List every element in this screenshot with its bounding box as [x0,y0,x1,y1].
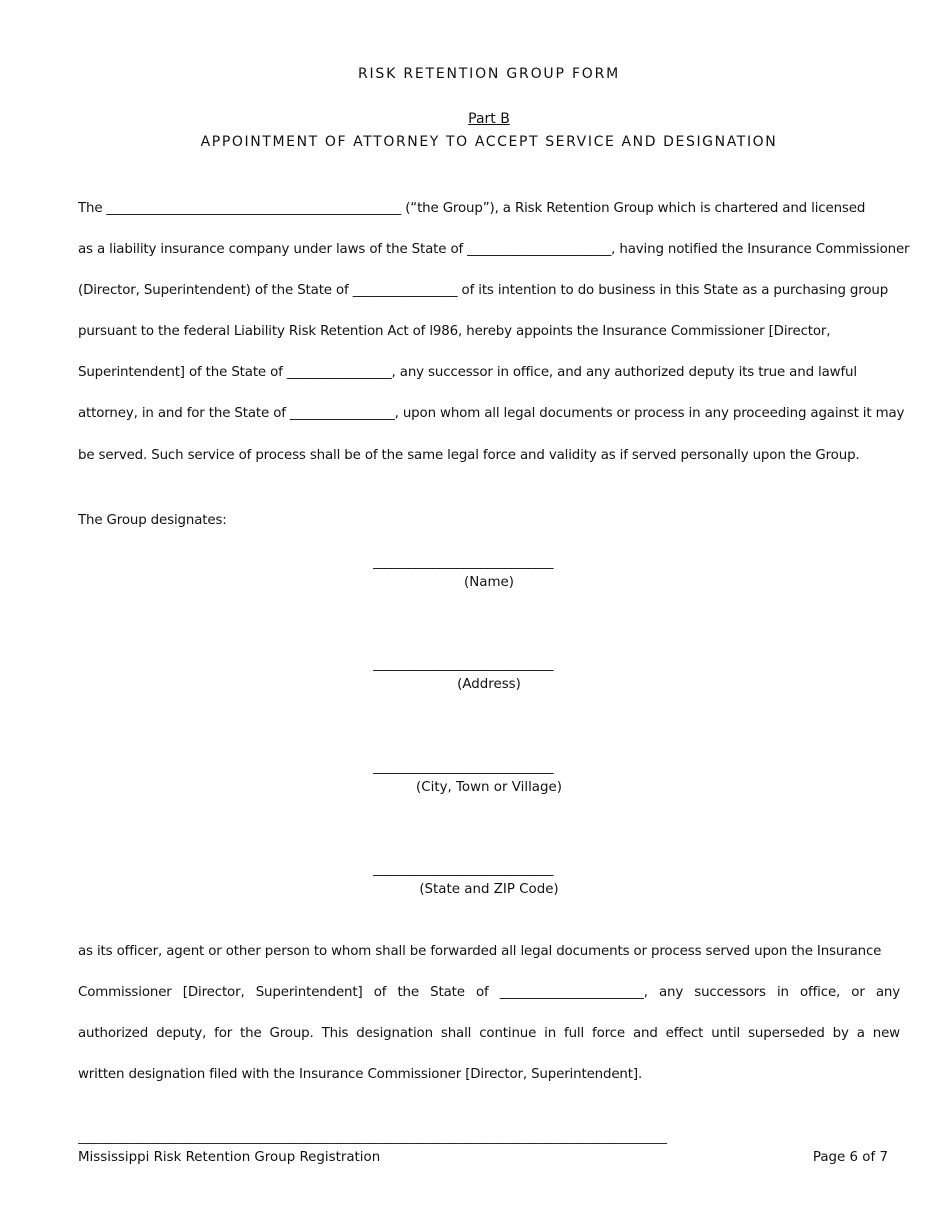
footer-page-number: Page 6 of 7 [812,1150,888,1165]
form-title: RISK RETENTION GROUP FORM [357,66,621,82]
paragraph-line: written designation filed with the Insurance Commissioner [Director, Superintendent]. [78,1067,643,1082]
footer-document-name: Mississippi Risk Retention Group Registration [78,1150,381,1165]
form-subtitle: APPOINTMENT OF ATTORNEY TO ACCEPT SERVICE AND DESIGNATION [200,134,778,150]
field-label-name: (Name) [464,575,514,590]
field-label-city: (City, Town or Village) [416,780,562,795]
signature-line[interactable]: ______________________________ [373,555,553,570]
paragraph-line: as a liability insurance company under laws of the State of ______________________, having notified the Insurance Commissioner [78,242,910,257]
footer-rule: _______________________________________________________________________________________________________________ [78,1130,667,1144]
paragraph-line: (Director, Superintendent) of the State of ________________ of its intention to do business in this State as a purchasing group [78,283,889,298]
field-label-state-zip: (State and ZIP Code) [419,882,559,897]
signature-line[interactable]: ______________________________ [373,657,553,672]
paragraph-line: authorized deputy, for the Group. This designation shall continue in full force and effect until superseded by a new [78,1026,900,1041]
part-label: Part B [468,111,510,127]
signature-line[interactable]: ______________________________ [373,760,553,775]
paragraph-line: The _____________________________________________ (“the Group”), a Risk Retention Group which is chartered and licensed [78,201,866,216]
paragraph-line: Commissioner [Director, Superintendent] of the State of ______________________, any successors in office, or any [78,985,900,1000]
paragraph-line: as its officer, agent or other person to whom shall be forwarded all legal documents or process served upon the Insurance [78,944,882,959]
paragraph-line: pursuant to the federal Liability Risk Retention Act of l986, hereby appoints the Insurance Commissioner [Director, [78,324,831,339]
signature-line[interactable]: ______________________________ [373,862,553,877]
paragraph-line: Superintendent] of the State of ________________, any successor in office, and any authorized deputy its true and lawful [78,365,857,380]
paragraph-line: attorney, in and for the State of ________________, upon whom all legal documents or process in any proceeding against it may [78,406,905,421]
designates-label: The Group designates: [78,513,227,528]
field-label-address: (Address) [457,677,521,692]
paragraph-line: be served. Such service of process shall be of the same legal force and validity as if served personally upon the Group. [78,448,860,463]
